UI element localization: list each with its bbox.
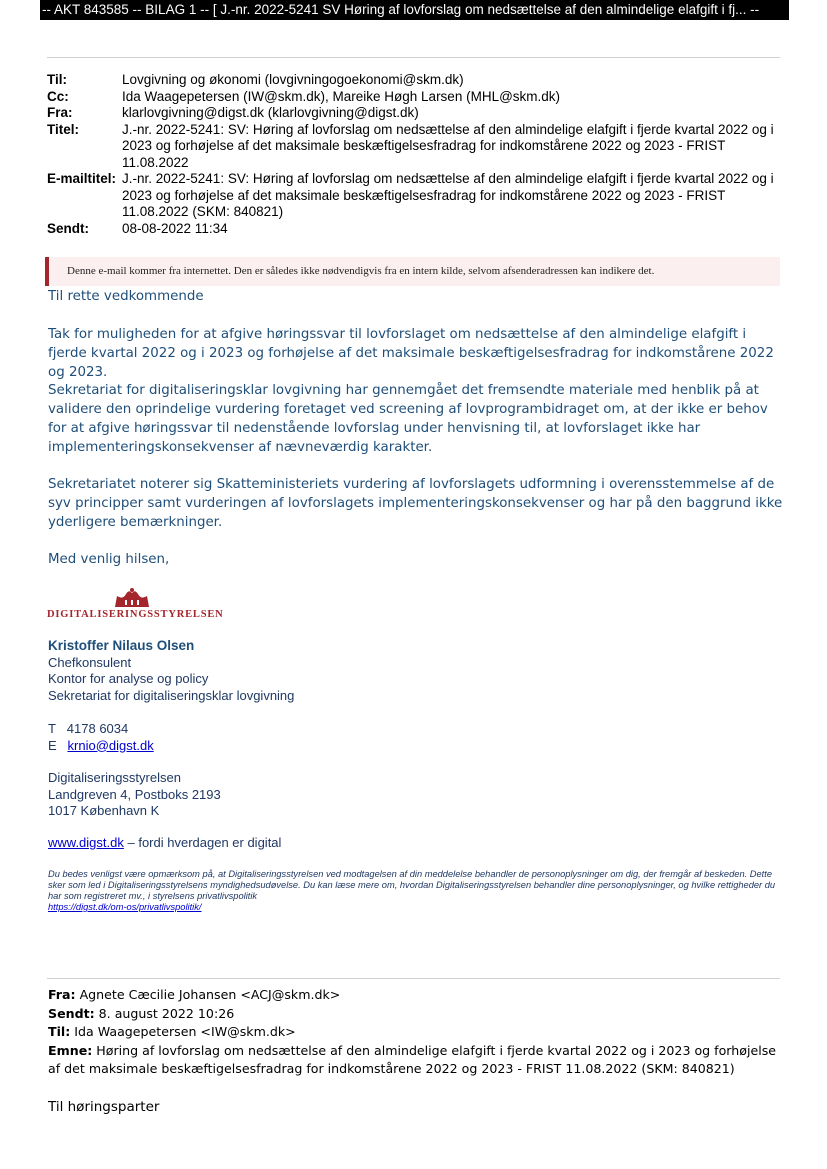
- phone-line: [48, 721, 154, 738]
- digitaliseringsstyrelsen-logo: [47, 587, 224, 623]
- email-title-row: [47, 171, 782, 221]
- fwd-subject: [48, 1042, 788, 1079]
- paragraph-3: [48, 475, 788, 532]
- email-title-label: E-mailtitel:: [47, 171, 117, 186]
- fwd-to: [48, 1023, 788, 1042]
- address-org: Digitaliseringsstyrelsen: [48, 770, 181, 785]
- paragraph-1-text: Tak for muligheden for at afgive høringssvar til lovforslaget om nedsættelse af den almindelige elafgift i fjerde kvartal 2022 og i 2023 og forhøjelse af det maksimale beskæftigelsesfradrag for indkomstårene 2022 og 2023.: [48, 327, 774, 380]
- cc-label: Cc:: [47, 88, 69, 104]
- from-row: [47, 105, 782, 122]
- external-email-warning: Denne e-mail kommer fra internettet. Den er således ikke nødvendigvis fra en intern kilde, selvom afsenderadressen kan indikere det.: [45, 257, 780, 286]
- fwd-subject-value: Høring af lovforslag om nedsættelse af den almindelige elafgift i fjerde kvartal 2022 og i 2023 og forhøjelse af det maksimale beskæftigelsesfradrag for indkomstårene 2022 og 2023 - FRIST 11.08.2022 (SKM: 840821): [48, 1042, 777, 1076]
- paragraph-2-text: Sekretariat for digitaliseringsklar lovgivning har gennemgået det fremsendte materiale med henblik på at validere den oprindelige vurdering foretaget ved screening af lovprogrambidraget om, at der ikke er behov for at afgive høringssvar til nedenstående lovforslag under henvisning til, at lovforslaget ikke har implementeringskonsekvenser af nævneværdig karakter.: [48, 383, 768, 455]
- divider: [47, 57, 780, 58]
- paragraph-2: [48, 381, 788, 457]
- contact-block: [48, 721, 154, 754]
- fwd-to-value: Ida Waagepetersen <IW@skm.dk>: [74, 1024, 296, 1039]
- regards-text: Med venlig hilsen,: [48, 552, 170, 567]
- title-row: [47, 122, 782, 172]
- from-value: klarlovgivning@digst.dk (klarlovgivning@digst.dk): [122, 105, 419, 120]
- fwd-sent-label: Sendt:: [48, 1005, 95, 1021]
- forwarded-message-header: [48, 986, 788, 1079]
- cc-value: Ida Waagepetersen (IW@skm.dk), Mareike Høgh Larsen (MHL@skm.dk): [122, 88, 561, 104]
- to-row: [47, 72, 782, 89]
- title-label: Titel:: [47, 121, 80, 137]
- fwd-from: [48, 986, 788, 1005]
- paragraph-1: [48, 325, 788, 382]
- signature-title: Chefkonsulent: [48, 654, 132, 670]
- address-block: [48, 770, 221, 820]
- fwd-from-value: Agnete Cæcilie Johansen <ACJ@skm.dk>: [79, 987, 341, 1002]
- fwd-sent-value: 8. august 2022 10:26: [98, 1005, 235, 1021]
- web-line: [48, 835, 281, 852]
- address-city: 1017 København K: [48, 803, 160, 818]
- website-link[interactable]: www.digst.dk: [48, 835, 124, 850]
- paragraph-3-text: Sekretariatet noterer sig Skatteministeriets vurdering af lovforslagets udformning i overensstemmelse af de syv principper samt vurderingen af lovforslagets implementeringskonsekvenser og har på den baggrund ikke yderligere bemærkninger.: [48, 477, 783, 530]
- fwd-sent: [48, 1005, 788, 1024]
- phone-value: 4178 6034: [66, 721, 129, 736]
- signature-secretariat: Sekretariat for digitaliseringsklar lovgivning: [48, 687, 295, 703]
- email-title-value: J.-nr. 2022-5241: SV: Høring af lovforslag om nedsættelse af den almindelige elafgift i fjerde kvartal 2022 og i 2023 og forhøjelse af det maksimale beskæftigelsesfradrag for indkomstårene 2022 og 2023 - FRIST 11.08.2022 (SKM: 840821): [122, 171, 774, 219]
- greeting-text: Til rette vedkommende: [48, 289, 204, 304]
- privacy-disclaimer: [48, 869, 783, 913]
- signature-office: Kontor for analyse og policy: [48, 671, 209, 686]
- sent-value: 08-08-2022 11:34: [122, 220, 228, 236]
- logo-wordmark: DIGITALISERINGSSTYRELSEN: [47, 609, 224, 620]
- divider: [47, 978, 780, 979]
- title-value: J.-nr. 2022-5241: SV: Høring af lovforslag om nedsættelse af den almindelige elafgift i fjerde kvartal 2022 og i 2023 og forhøjelse af det maksimale beskæftigelsesfradrag for indkomstårene 2022 og 2023 - FRIST 11.08.2022: [122, 121, 774, 170]
- regards: [48, 550, 788, 569]
- from-label: Fra:: [47, 105, 73, 120]
- disclaimer-text: Du bedes venligst være opmærksom på, at Digitaliseringsstyrelsen ved modtagelsen af din meddelelse behandler de personoplysninger om dig, der fremgår af beskeden. Dette sker som led i Digitaliseringsstyrelsens myndighedsudøvelse. Du kan læse mere om, hvordan Digitaliseringsstyrelsen behandler dine personoplysninger, og hvilke rettigheder du har som registreret mv., i styrelsens privatlivspolitik: [48, 869, 776, 901]
- sent-row: [47, 221, 782, 238]
- website-tagline: – fordi hverdagen er digital: [123, 835, 282, 850]
- fwd-subject-label: Emne:: [48, 1042, 93, 1058]
- fwd-from-label: Fra:: [48, 987, 76, 1002]
- privacy-policy-link[interactable]: https://digst.dk/om-os/privatlivspolitik/: [48, 902, 202, 912]
- signature-name: Kristoffer Nilaus Olsen: [48, 638, 195, 653]
- address-street: Landgreven 4, Postboks 2193: [48, 786, 221, 802]
- greeting: [48, 287, 788, 306]
- signature-block: [48, 638, 294, 704]
- closing-salutation: Til høringsparter: [48, 1099, 160, 1115]
- email-link[interactable]: krnio@digst.dk: [67, 737, 154, 753]
- fwd-to-label: Til:: [48, 1024, 71, 1039]
- crown-icon: [107, 587, 157, 609]
- sent-label: Sendt:: [47, 220, 89, 236]
- email-metadata: [47, 72, 782, 237]
- to-label: Til:: [47, 72, 67, 87]
- email-label: E: [48, 737, 57, 753]
- to-value: Lovgivning og økonomi (lovgivningogoekonomi@skm.dk): [122, 72, 464, 87]
- email-line: [48, 738, 154, 755]
- document-header-bar: -- AKT 843585 -- BILAG 1 -- [ J.-nr. 2022-5241 SV Høring af lovforslag om nedsættelse af den almindelige elafgift i fj... --: [40, 0, 789, 20]
- cc-row: [47, 89, 782, 106]
- phone-label: T: [48, 721, 56, 736]
